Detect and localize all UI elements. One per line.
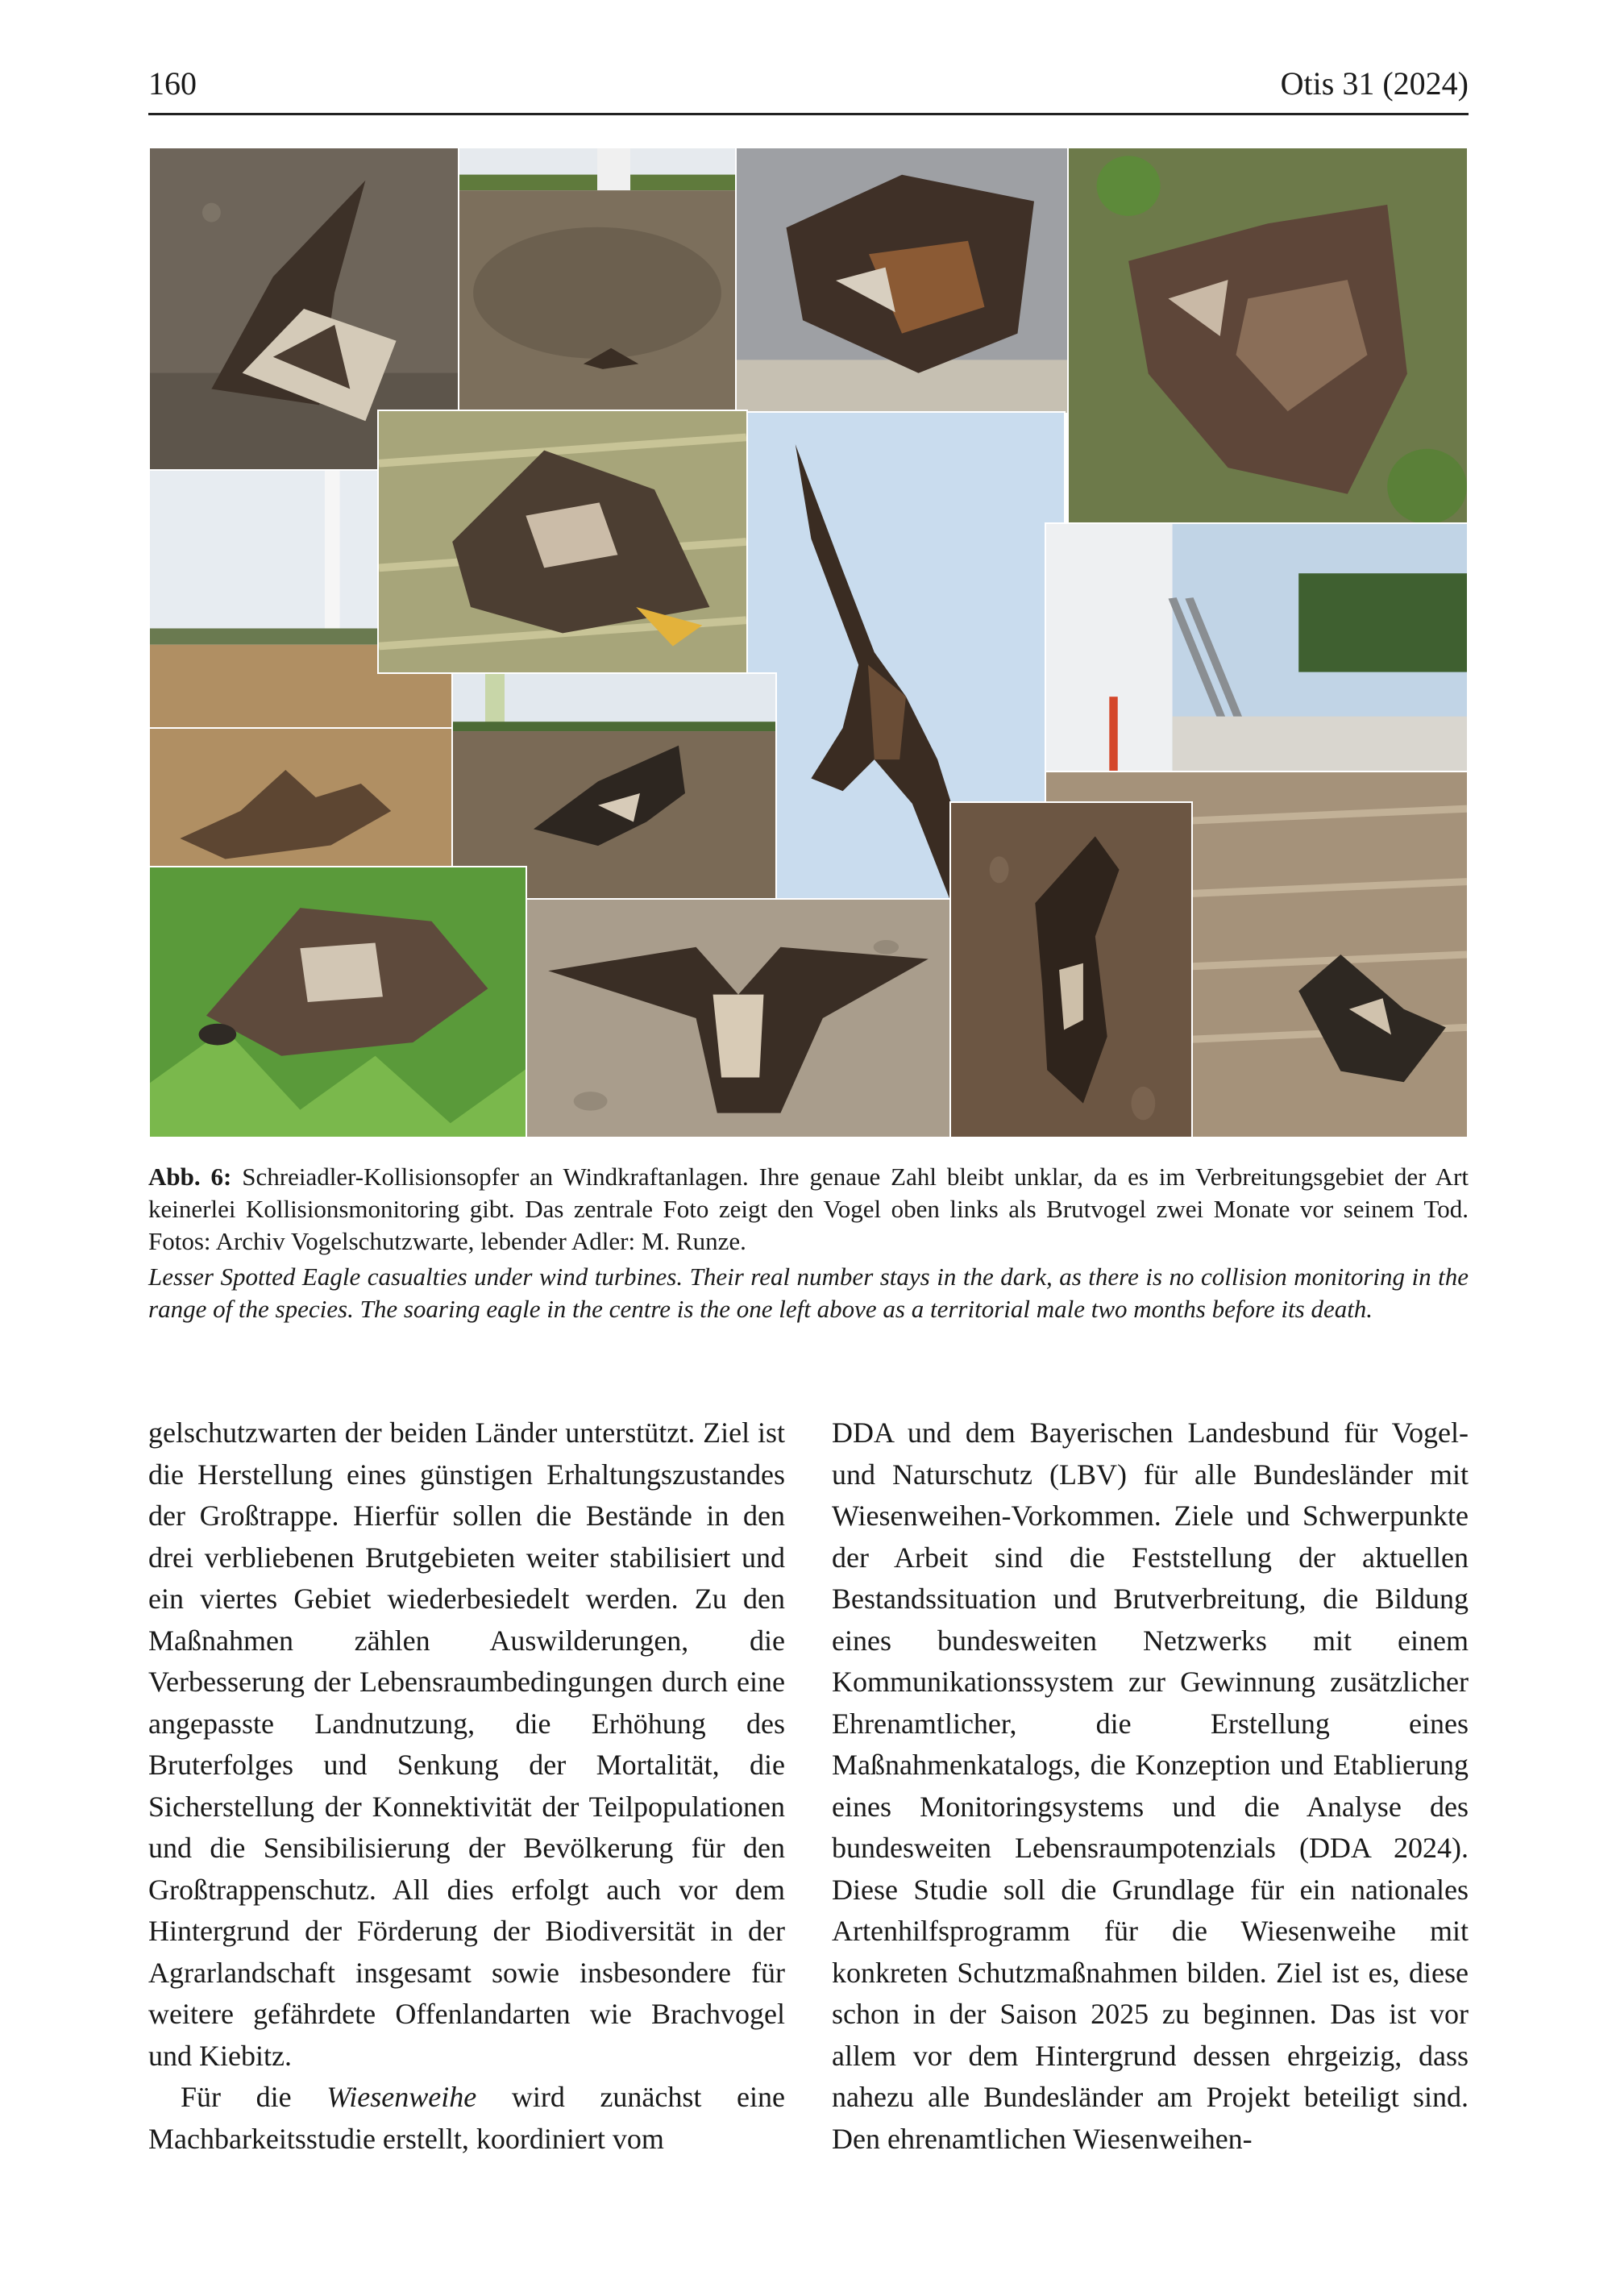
photo-eagle-carcass-dark-soil — [949, 801, 1193, 1138]
photo-field-with-turbine-base — [458, 147, 737, 413]
photo-eagle-carcass-spread-wings — [526, 898, 951, 1138]
species-name: Wiesenweihe — [326, 2081, 477, 2113]
caption-german-text: Schreiadler-Kollisionsopfer an Windkraftanlagen. Ihre genaue Zahl bleibt unklar, da es im Verbreitungsgebiet der Art keinerlei Kollisionsmonitoring gibt. Das zentrale Foto zeigt den Vogel oben links als Brutvogel zwei Monate vor seinem Tod. Fotos: Archiv Vogelschutzwarte, lebender Adler: M. Runze. — [148, 1163, 1469, 1255]
photo-collage — [148, 147, 1469, 1138]
figure-caption — [148, 1161, 1469, 1325]
paragraph: gelschutzwarten der beiden Länder unterstützt. Ziel ist die Herstellung eines günstigen Erhaltungszustandes der Großtrappe. Hierfür sollen die Bestände in den drei verbliebenen Brutgebieten weiter stabilisiert und ein viertes Gebiet wiederbesiedelt werden. Zu den Maßnahmen zählen Auswilderungen, die Verbesserung der Lebensraumbedingungen durch eine angepasste Landnutzung, die Erhöhung des Bruterfolges und Senkung der Mortalität, die Sicherstellung der Konnektivität der Teilpopulationen und die Sensibilisierung der Bevölkerung für den Großtrappenschutz. All dies erfolgt auch vor dem Hintergrund der Förderung der Biodiversität in der Agrarlandschaft insgesamt sowie insbesondere für weitere gefährdete Offenlandarten wie Brachvogel und Kiebitz. — [148, 1416, 785, 2072]
journal-reference: Otis 31 (2024) — [1280, 65, 1469, 102]
photo-eagle-carcass-green-grass — [148, 866, 527, 1138]
paragraph: Für die Wiesenweihe wird zunächst eine Machbarkeitsstudie erstellt, koordiniert vom — [148, 2081, 785, 2155]
photo-turbine-tower-with-stairs — [1045, 522, 1469, 772]
caption-label: Abb. 6: — [148, 1163, 232, 1191]
caption-english: Lesser Spotted Eagle casualties under wind turbines. Their real number stays in the dark, as there is no collision monitoring in the range of the species. The soaring eagle in the centre is the one left above as a territorial male two months before its death. — [148, 1262, 1469, 1323]
paragraph: DDA und dem Bayerischen Landesbund für Vogel- und Naturschutz (LBV) für alle Bundesländer mit Wiesenweihen-Vorkommen. Ziele und Schwerpunkte der Arbeit sind die Feststellung der aktuellen Bestandssituation und Brutverbreitung, die Bildung eines bundesweiten Netzwerks mit einem Kommunikationssystem zur Gewinnung zusätzlicher Ehrenamtlicher, die Erstellung eines Maßnahmenkatalogs, die Konzeption und Etablierung eines Monitoringsystems und die Analyse des bundesweiten Lebensraumpotenzials (DDA 2024). Diese Studie soll die Grundlage für ein nationales Artenhilfsprogramm für die Wiesenweihe mit konkreten Schutzmaßnahmen bilden. Ziel ist es, diese schon in der Saison 2025 zu beginnen. Das ist vor allem vor dem Hintergrund dessen ehrgeizig, dass nahezu alle Bundesländer am Projekt beteiligt sind. Den ehrenamtlichen Wiesenweihen- — [832, 1416, 1469, 2155]
page-number: 160 — [148, 65, 197, 102]
photo-eagle-carcass-in-stubble — [148, 727, 453, 867]
caption-german — [148, 1161, 1469, 1258]
body-column-right — [832, 1412, 1469, 2160]
body-column-left — [148, 1412, 785, 2160]
photo-eagle-carcass-in-straw — [377, 410, 748, 674]
photo-eagle-carcass-on-gravel — [735, 147, 1069, 414]
photo-eagle-carcass-on-grass — [1067, 147, 1469, 526]
running-header — [148, 63, 1469, 115]
